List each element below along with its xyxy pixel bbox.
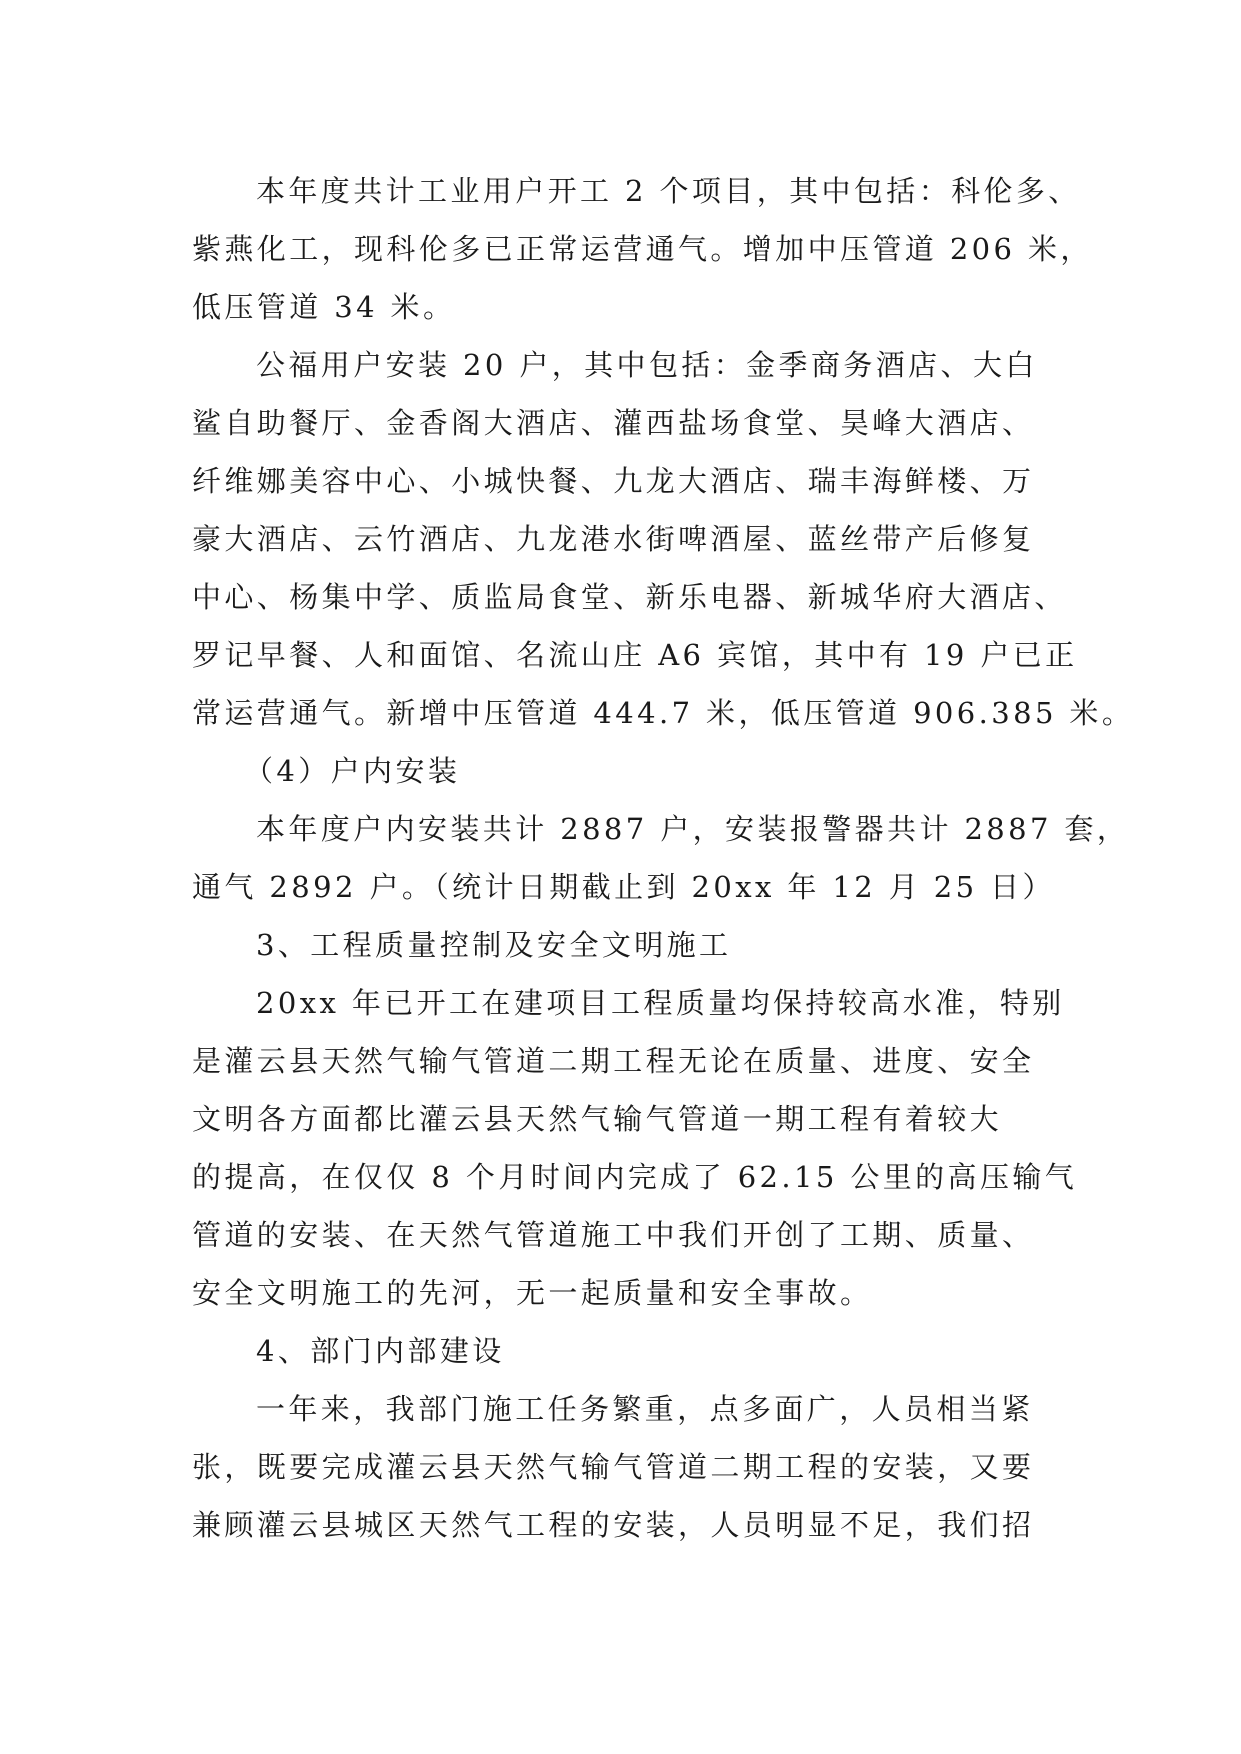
text-line: 本年度户内安装共计 2887 户，安装报警器共计 2887 套， xyxy=(256,812,1130,846)
heading-indoor-installation xyxy=(192,742,1052,800)
text-line: 豪大酒店、云竹酒店、九龙港水街啤酒屋、蓝丝带产后修复 xyxy=(192,522,1035,556)
section-heading: （4）户内安装 xyxy=(244,754,461,788)
text-line: 张，既要完成灌云县天然气输气管道二期工程的安装，又要 xyxy=(192,1450,1035,1484)
heading-department-building xyxy=(192,1322,1052,1380)
heading-quality-safety xyxy=(192,916,1052,974)
text-line: 紫燕化工，现科伦多已正常运营通气。增加中压管道 206 米， xyxy=(192,232,1093,266)
paragraph-public-users xyxy=(192,336,1135,742)
text-line: 通气 2892 户。（统计日期截止到 20xx 年 12 月 25 日） xyxy=(192,870,1055,904)
text-line: 公福用户安装 20 户，其中包括：金季商务酒店、大白 xyxy=(256,348,1038,382)
text-line: 安全文明施工的先河，无一起质量和安全事故。 xyxy=(192,1276,873,1310)
paragraph-industrial-users xyxy=(192,162,1093,336)
text-line: 罗记早餐、人和面馆、名流山庄 A6 宾馆，其中有 19 户已正 xyxy=(192,638,1078,672)
text-line: 低压管道 34 米。 xyxy=(192,290,456,324)
section-heading: 4、部门内部建设 xyxy=(256,1334,505,1368)
text-line: 20xx 年已开工在建项目工程质量均保持较高水准，特别 xyxy=(256,986,1065,1020)
text-line: 兼顾灌云县城区天然气工程的安装，人员明显不足，我们招 xyxy=(192,1508,1035,1542)
text-line: 本年度共计工业用户开工 2 个项目，其中包括：科伦多、 xyxy=(256,174,1081,208)
text-line: 文明各方面都比灌云县天然气输气管道一期工程有着较大 xyxy=(192,1102,1003,1136)
paragraph-quality-safety xyxy=(192,974,1078,1322)
document-body xyxy=(192,162,1135,1554)
text-line: 中心、杨集中学、质监局食堂、新乐电器、新城华府大酒店、 xyxy=(192,580,1067,614)
text-line: 纤维娜美容中心、小城快餐、九龙大酒店、瑞丰海鲜楼、万 xyxy=(192,464,1035,498)
paragraph-indoor-installation xyxy=(192,800,1130,916)
text-line: 的提高，在仅仅 8 个月时间内完成了 62.15 公里的高压输气 xyxy=(192,1160,1078,1194)
text-line: 管道的安装、在天然气管道施工中我们开创了工期、质量、 xyxy=(192,1218,1035,1252)
text-line: 是灌云县天然气输气管道二期工程无论在质量、进度、安全 xyxy=(192,1044,1035,1078)
paragraph-department-building xyxy=(192,1380,1052,1554)
text-line: 鲨自助餐厅、金香阁大酒店、灌西盐场食堂、昊峰大酒店、 xyxy=(192,406,1035,440)
text-line: 一年来，我部门施工任务繁重，点多面广，人员相当紧 xyxy=(256,1392,1034,1426)
text-line: 常运营通气。新增中压管道 444.7 米，低压管道 906.385 米。 xyxy=(192,696,1135,730)
section-heading: 3、工程质量控制及安全文明施工 xyxy=(256,928,732,962)
